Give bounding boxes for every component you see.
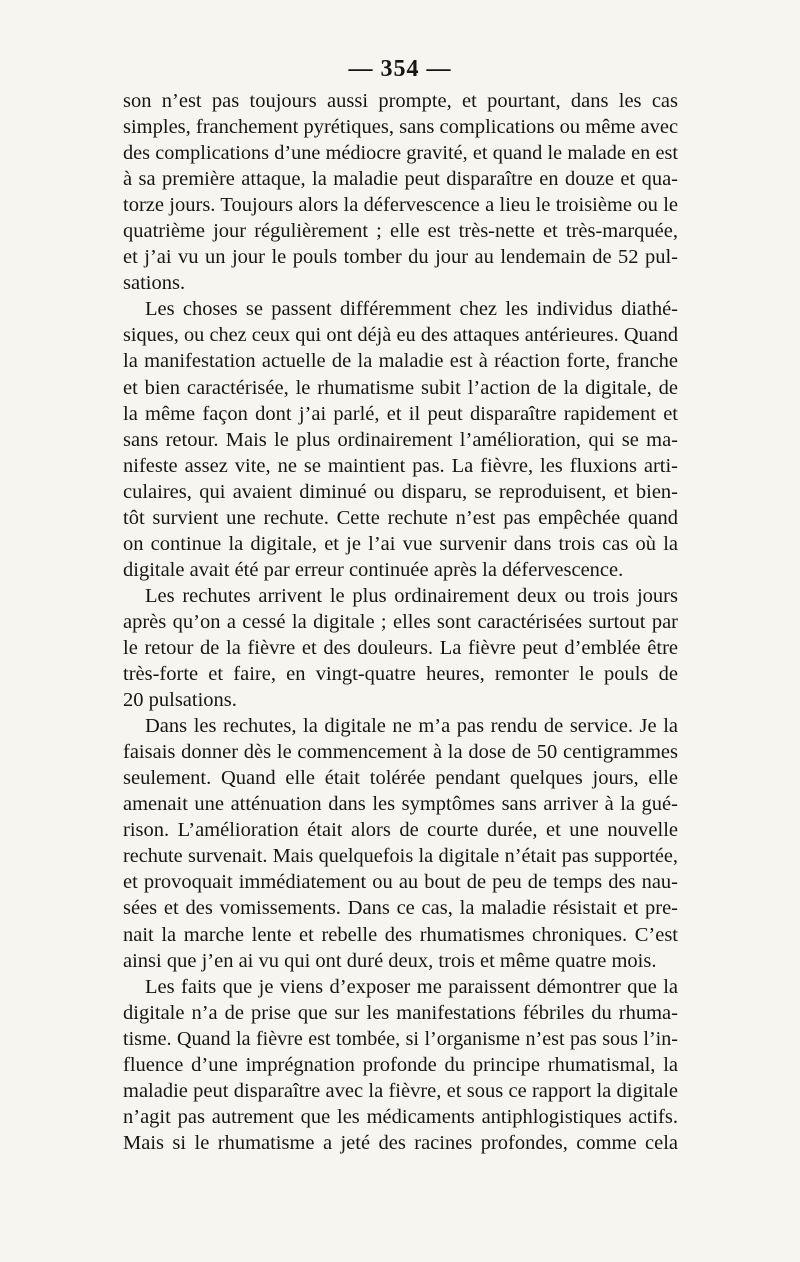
text-line: après qu’on a cessé la digitale ; elles sont caractérisées surtout par: [123, 610, 678, 633]
text-line: la même façon dont j’ai parlé, et il peut disparaître rapidement et: [123, 402, 678, 425]
text-line: Les rechutes arrivent le plus ordinairement deux ou trois jours: [145, 584, 678, 607]
text-line: et j’ai vu un jour le pouls tomber du jour au lendemain de 52 pul-: [123, 246, 678, 269]
text-line: des complications d’une médiocre gravité, et quand le malade en est: [123, 142, 678, 165]
text-line: nait la marche lente et rebelle des rhumatismes chroniques. C’est: [123, 923, 678, 946]
page-number: — 354 —: [348, 56, 452, 82]
text-line: on continue la digitale, et je l’ai vue survenir dans trois cas où la: [123, 532, 678, 555]
text-line: rison. L’amélioration était alors de courte durée, et une nouvelle: [123, 819, 678, 842]
text-line: siques, ou chez ceux qui ont déjà eu des attaques antérieures. Quand: [123, 324, 678, 347]
text-line: fluence d’une imprégnation profonde du principe rhumatismal, la: [123, 1053, 678, 1076]
text-line: et provoquait immédiatement ou au bout de peu de temps des nau-: [123, 871, 678, 894]
text-line: simples, franchement pyrétiques, sans complications ou même avec: [123, 116, 679, 139]
text-line: faisais donner dès le commencement à la dose de 50 centigrammes: [123, 741, 678, 764]
text-line: et bien caractérisée, le rhumatisme subit l’action de la digitale, de: [123, 376, 678, 399]
text-line: amenait une atténuation dans les symptômes sans arriver à la gué-: [123, 793, 678, 816]
body-text: [123, 88, 678, 1156]
text-line: maladie peut disparaître avec la fièvre, et sous ce rapport la digitale: [123, 1079, 678, 1102]
text-line: Dans les rechutes, la digitale ne m’a pas rendu de service. Je la: [145, 715, 678, 738]
text-line: n’agit pas autrement que les médicaments antiphlogistiques actifs.: [123, 1105, 678, 1128]
text-line: torze jours. Toujours alors la défervescence a lieu le troisième ou le: [123, 194, 678, 217]
text-line: quatrième jour régulièrement ; elle est très-nette et très-marquée,: [123, 220, 678, 243]
text-line: culaires, qui avaient diminué ou disparu, se reproduisent, et bien-: [123, 480, 678, 503]
text-line: la manifestation actuelle de la maladie est à réaction forte, franche: [123, 350, 678, 373]
text-line: tôt survient une rechute. Cette rechute n’est pas empêchée quand: [123, 506, 678, 529]
text-line: très-forte et faire, en vingt-quatre heures, remonter le pouls de: [123, 663, 678, 686]
text-line: digitale n’a de prise que sur les manifestations fébriles du rhuma-: [123, 1001, 678, 1024]
text-line: seulement. Quand elle était tolérée pendant quelques jours, elle: [123, 767, 678, 790]
text-line: digitale avait été par erreur continuée après la défervescence.: [123, 558, 624, 581]
text-line: sations.: [123, 272, 186, 295]
text-line: Les choses se passent différemment chez les individus diathé-: [145, 298, 678, 321]
text-line: ainsi que j’en ai vu qui ont duré deux, trois et même quatre mois.: [123, 949, 657, 972]
text-line: à sa première attaque, la maladie peut disparaître en douze et qua-: [123, 168, 678, 191]
text-line: tisme. Quand la fièvre est tombée, si l’organisme n’est pas sous l’in-: [123, 1027, 678, 1050]
text-line: le retour de la fièvre et des douleurs. La fièvre peut d’emblée être: [123, 636, 678, 659]
text-line: rechute survenait. Mais quelquefois la digitale n’était pas supportée,: [123, 845, 678, 868]
text-line: son n’est pas toujours aussi prompte, et pourtant, dans les cas: [123, 90, 678, 112]
text-line: sans retour. Mais le plus ordinairement l’amélioration, qui se ma-: [123, 428, 678, 451]
text-line: Les faits que je viens d’exposer me paraissent démontrer que la: [145, 975, 678, 998]
text-line: 20 pulsations.: [123, 689, 237, 712]
text-line: nifeste assez vite, ne se maintient pas. La fièvre, les fluxions arti-: [123, 454, 678, 477]
text-line: Mais si le rhumatisme a jeté des racines profondes, comme cela: [123, 1131, 678, 1154]
text-line: sées et des vomissements. Dans ce cas, la maladie résistait et pre-: [123, 897, 678, 920]
